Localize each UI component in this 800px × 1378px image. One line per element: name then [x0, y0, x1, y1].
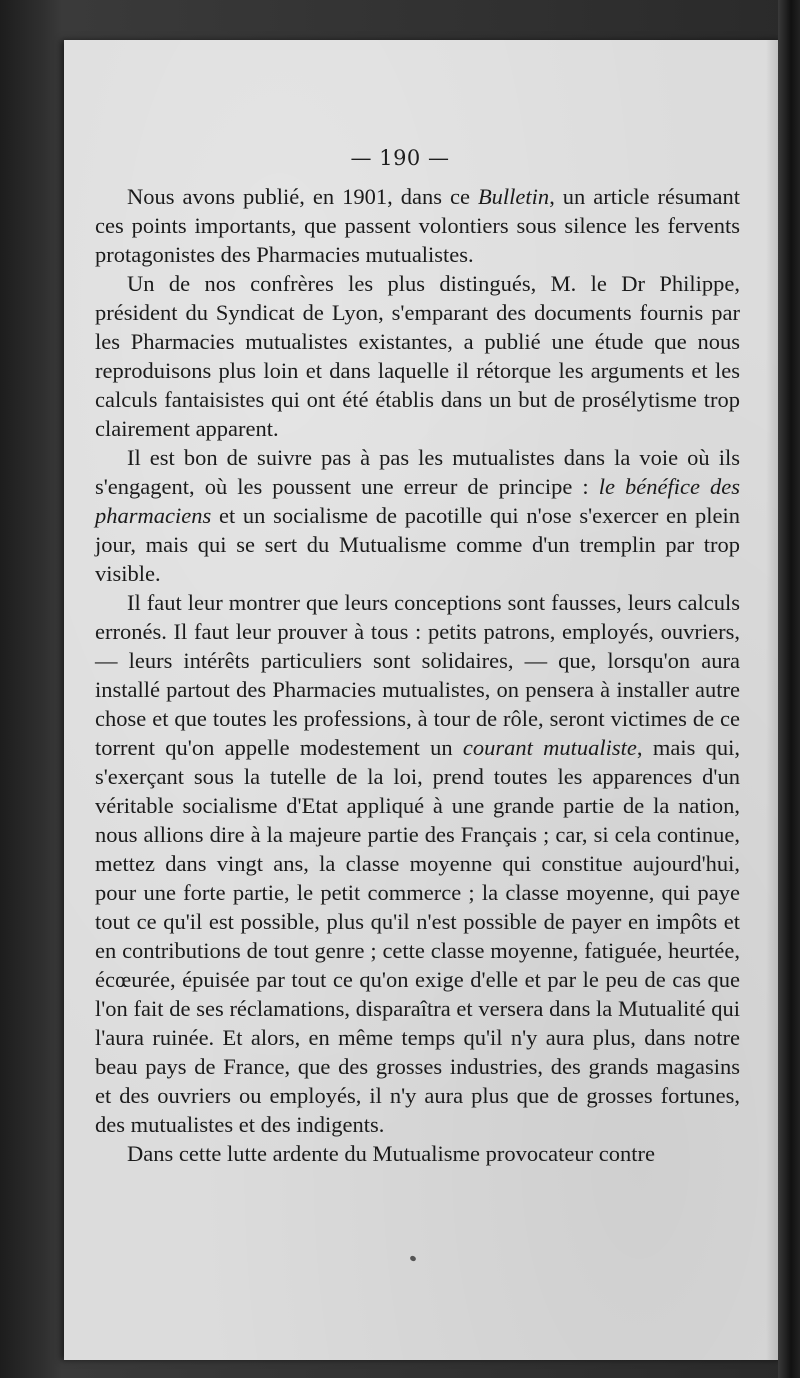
page-number: — 190 — [350, 146, 450, 170]
paragraph-5 [95, 1139, 740, 1168]
italic-text-run: courant mutualiste [462, 735, 637, 760]
text-run: Nous avons publié, en 1901, dans ce [127, 184, 478, 209]
paragraph-4 [95, 588, 740, 1139]
text-run: Un de nos confrères les plus distingués, M. le Dr Philippe, président du Syndicat de Lyon, s'emparant des documents fournis par les Pharmacies mutualistes existantes, a publié une étude que nous reproduisons plus loin et dans laquelle il rétorque les arguments et les calculs fantaisistes qui ont été établis dans un but de prosélytisme trop clairement apparent. [95, 271, 740, 441]
body-text [95, 182, 740, 1168]
text-run: , un article résumant ces points importants, que passent volontiers sous silence les fervents protagonistes des Pharmacies mutualistes. [95, 184, 740, 267]
paragraph-3 [95, 443, 740, 588]
paragraph-2 [95, 269, 740, 443]
paragraph-1 [95, 182, 740, 269]
text-run: Dans cette lutte ardente du Mutualisme provocateur contre [127, 1141, 655, 1166]
book-binding [778, 0, 800, 1378]
text-run: et un socialisme de pacotille qui n'ose s'exercer en plein jour, mais qui se sert du Mutualisme comme d'un tremplin par trop visible. [95, 503, 740, 586]
italic-text-run: le bénéfice des pharmaciens [95, 474, 740, 528]
text-run: , mais qui, s'exerçant sous la tutelle de la loi, prend toutes les apparences d'un véritable socialisme d'Etat appliqué à une grande partie de la nation, nous allions dire à la majeure partie des Français ; car, si cela continue, mettez dans vingt ans, la classe moyenne qui constitue aujourd'hui, pour une forte partie, le petit commerce ; la classe moyenne, qui paye tout ce qu'il est possible, plus qu'il n'est possible de payer en impôts et en contributions de tout genre ; cette classe moyenne, fatiguée, heurtée, écœurée, épuisée par tout ce qu'on exige d'elle et par le peu de cas que l'on fait de ses réclamations, disparaîtra et versera dans la Mutualité qui l'aura ruinée. Et alors, en même temps qu'il n'y aura plus, dans notre beau pays de France, que des grosses industries, des grands magasins et des ouvriers ou employés, il n'y aura plus que de grosses fortunes, des mutualistes et des indigents. [95, 735, 740, 1137]
text-run: Il faut leur montrer que leurs conceptions sont fausses, leurs calculs erronés. Il faut leur prouver à tous : petits patrons, employés, ouvriers, — leurs intérêts particuliers sont solidaires, — que, lorsqu'on aura installé partout des Pharmacies mutualistes, on pensera à installer autre chose et que toutes les professions, à tour de rôle, seront victimes de ce torrent qu'on appelle modestement un [95, 590, 740, 760]
italic-text-run: Bulletin [477, 184, 550, 209]
text-run: Il est bon de suivre pas à pas les mutualistes dans la voie où ils s'engagent, où les poussent une erreur de principe : [95, 445, 740, 499]
